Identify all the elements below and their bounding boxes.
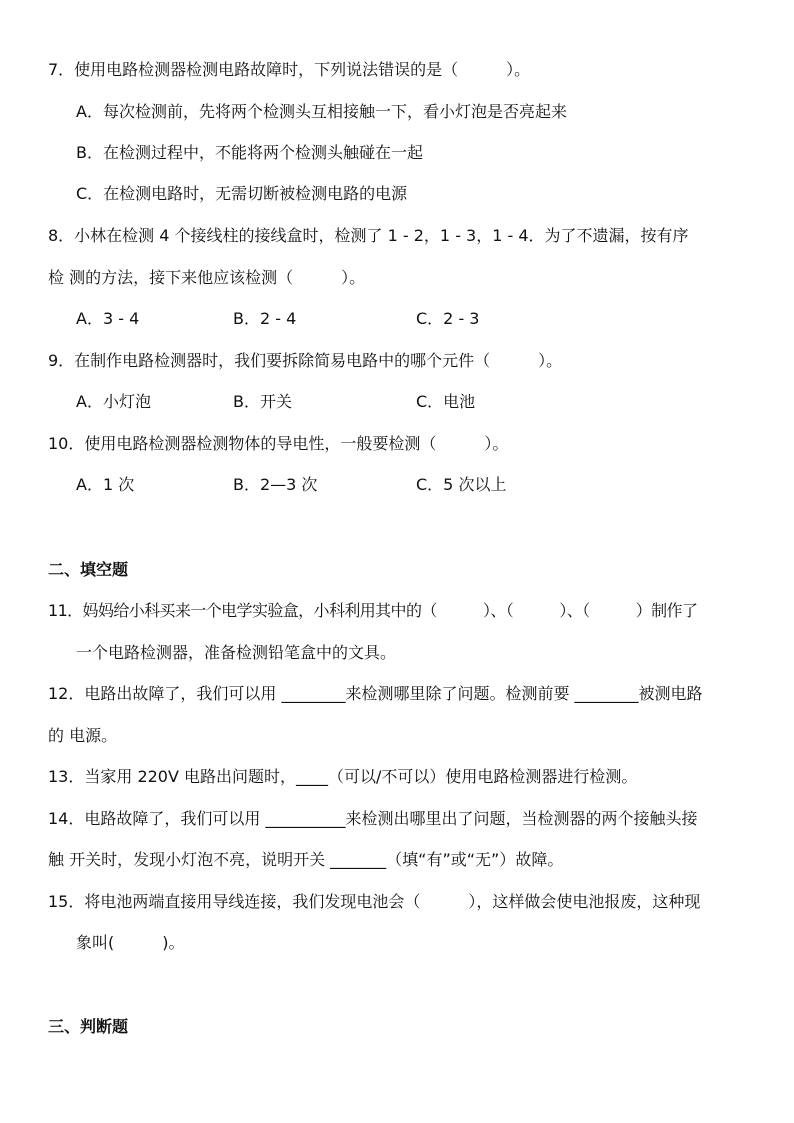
question-12-line2: 的 电源。 bbox=[48, 726, 118, 745]
question-9-option-b: B．开关 bbox=[233, 392, 292, 411]
question-7-option-c: C．在检测电路时，无需切断被检测电路的电源 bbox=[76, 184, 408, 203]
question-14-line1: 14．电路故障了，我们可以用 __________来检测出哪里出了问题，当检测器的两个接触头接 bbox=[48, 809, 698, 828]
question-11-line2: 一个电路检测器，准备检测铅笔盒中的文具。 bbox=[76, 643, 397, 662]
question-10-stem: 10．使用电路检测器检测物体的导电性，一般要检测（ ）。 bbox=[48, 434, 509, 453]
question-12-line1: 12．电路出故障了，我们可以用 ________来检测哪里除了问题。检测前要 ________被测电路 bbox=[48, 684, 703, 703]
question-11-line1: 11．妈妈给小科买来一个电学实验盒，小科利用其中的（ ）、（ ）、（ ）制作了 bbox=[48, 601, 698, 620]
question-10-option-c: C．5 次以上 bbox=[416, 475, 507, 494]
question-7-option-b: B．在检测过程中，不能将两个检测头触碰在一起 bbox=[76, 143, 423, 162]
question-8-stem-line1: 8．小林在检测 4 个接线柱的接线盒时，检测了 1 - 2，1 - 3，1 - 4．为了不遗漏，按有序 bbox=[48, 226, 689, 245]
question-7-stem: 7．使用电路检测器检测电路故障时，下列说法错误的是（ ）。 bbox=[48, 60, 531, 79]
question-8-option-b: B．2 - 4 bbox=[233, 309, 297, 328]
question-9-option-a: A．小灯泡 bbox=[76, 392, 151, 411]
question-13-line1: 13．当家用 220V 电路出问题时，____（可以/不可以）使用电路检测器进行检测。 bbox=[48, 767, 638, 786]
question-7-option-a: A．每次检测前，先将两个检测头互相接触一下，看小灯泡是否亮起来 bbox=[76, 102, 567, 121]
question-8-option-a: A．3 - 4 bbox=[76, 309, 140, 328]
question-10-option-b: B．2—3 次 bbox=[233, 475, 318, 494]
question-14-line2: 触 开关时，发现小灯泡不亮，说明开关 _______（填“有”或“无”）故障。 bbox=[48, 850, 564, 869]
section-2-title: 二、填空题 bbox=[48, 560, 129, 579]
question-9-option-c: C．电池 bbox=[416, 392, 476, 411]
question-8-stem-line2: 检 测的方法，接下来他应该检测（ ）。 bbox=[48, 268, 366, 287]
question-15-line2: 象叫( )。 bbox=[76, 933, 185, 952]
question-15-line1: 15．将电池两端直接用导线连接，我们发现电池会（ ），这样做会使电池报废，这种现 bbox=[48, 892, 701, 911]
question-8-option-c: C．2 - 3 bbox=[416, 309, 480, 328]
section-3-title: 三、判断题 bbox=[48, 1017, 129, 1036]
question-9-stem: 9．在制作电路检测器时，我们要拆除简易电路中的哪个元件（ ）。 bbox=[48, 351, 563, 370]
question-10-option-a: A．1 次 bbox=[76, 475, 135, 494]
